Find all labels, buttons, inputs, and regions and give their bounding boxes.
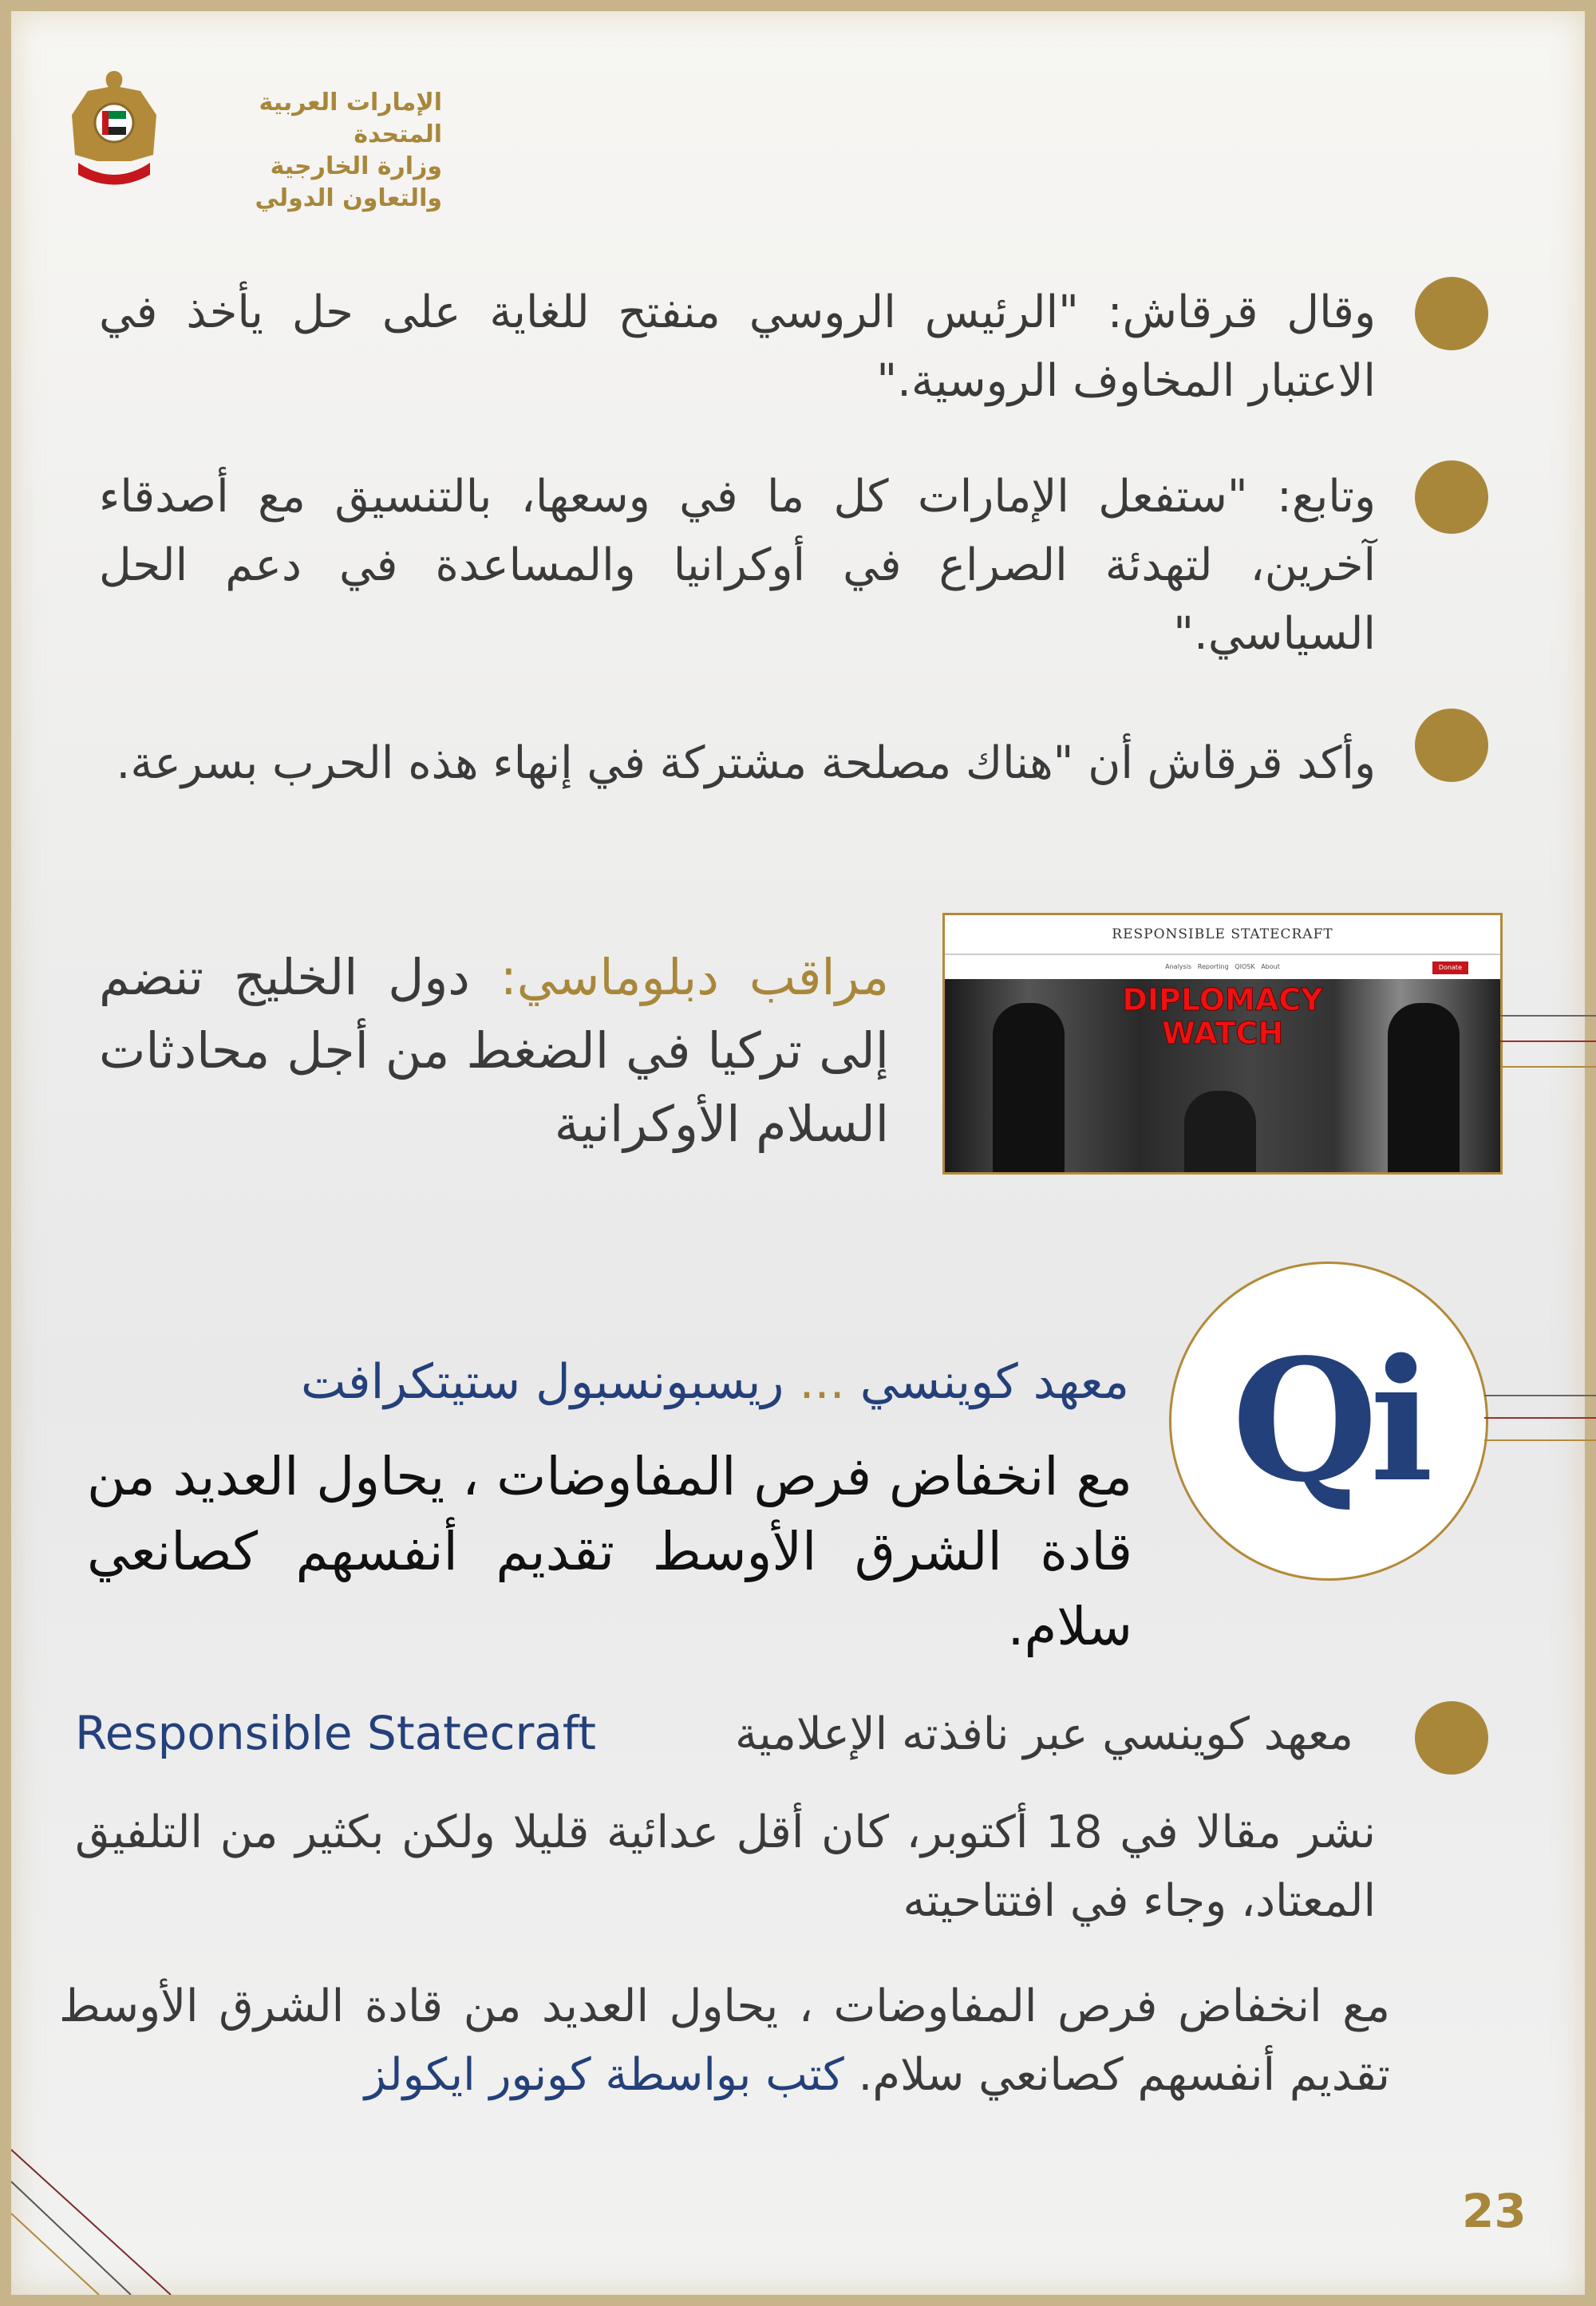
- site-title: RESPONSIBLE STATECRAFT: [945, 915, 1500, 955]
- byline: كتب بواسطة كونور ايكولز: [364, 2049, 844, 2101]
- heading-part: ريسبونسبول ستيتكرافت: [301, 1354, 784, 1410]
- bullet-text: وأكد قرقاش أن "هناك مصلحة مشتركة في إنهاء هذه الحرب بسرعة.: [116, 737, 1376, 789]
- bullet-icon: [1415, 709, 1488, 782]
- ministry-name: [179, 87, 442, 215]
- overlay-line: DIPLOMACY: [1122, 982, 1323, 1017]
- overlay-line: WATCH: [1161, 1016, 1284, 1051]
- site-nav: [945, 955, 1500, 979]
- feature-text: [99, 941, 889, 1161]
- bullet-icon: [1415, 277, 1488, 350]
- heading-separator: ...: [799, 1354, 845, 1410]
- overlay-title: [945, 983, 1500, 1050]
- logo-line: الإمارات العربية المتحدة: [259, 89, 442, 148]
- donate-button: Donate: [1432, 961, 1468, 974]
- heading-part: معهد كوينسي: [859, 1354, 1129, 1410]
- nav-item: Analysis: [1165, 963, 1192, 970]
- feature-highlight: مراقب دبلوماسي:: [500, 948, 889, 1006]
- quote-text: مع انخفاض فرص المفاوضات ، يحاول العديد من قادة الشرق الأوسط تقديم أنفسهم كصانعي سلام.: [59, 1980, 1390, 2101]
- nav-item: Reporting: [1197, 963, 1229, 970]
- institute-summary: مع انخفاض فرص المفاوضات ، يحاول العديد من قادة الشرق الأوسط تقديم أنفسهم كصانعي سلام.: [87, 1446, 1132, 1657]
- decorative-lines: [11, 2118, 219, 2295]
- qi-logo-text: Qi: [1231, 1322, 1426, 1519]
- nav-item: About: [1261, 963, 1280, 970]
- page: [11, 11, 1585, 2295]
- institute-heading: [301, 1350, 1129, 1414]
- uae-emblem-icon: [67, 67, 161, 187]
- outlet-name: Responsible Statecraft: [75, 1706, 596, 1760]
- nav-item: QIOSK: [1235, 963, 1255, 970]
- source-body: نشر مقالا في 18 أكتوبر، كان أقل عدائية قليلا ولكن بكثير من التلفيق المعتاد، وجاء في افتتاحيته: [75, 1806, 1376, 1927]
- source-quote: [59, 1972, 1390, 2110]
- source-label: معهد كوينسي عبر نافذته الإعلامية: [734, 1708, 1353, 1760]
- logo-line: وزارة الخارجية: [270, 152, 442, 180]
- bullet-icon: [1415, 1701, 1488, 1775]
- bullet-icon: [1415, 460, 1488, 534]
- qi-logo: [1169, 1262, 1488, 1581]
- feature-title: دول الخليج تنضم إلى تركيا في الضغط من أجل محادثات السلام الأوكرانية: [99, 948, 889, 1153]
- photo: [945, 979, 1500, 1172]
- bullet-text: وتابع: "ستفعل الإمارات كل ما في وسعها، بالتنسيق مع أصدقاء آخرين، لتهدئة الصراع في أوكرانيا والمساعدة في دعم الحل السياسي.": [99, 471, 1376, 660]
- logo-line: والتعاون الدولي: [255, 184, 442, 212]
- bullet-text: وقال قرقاش: "الرئيس الروسي منفتح للغاية على حل يأخذ في الاعتبار المخاوف الروسية.": [99, 286, 1376, 407]
- article-screenshot: [942, 913, 1503, 1175]
- page-number: 23: [1462, 2184, 1527, 2238]
